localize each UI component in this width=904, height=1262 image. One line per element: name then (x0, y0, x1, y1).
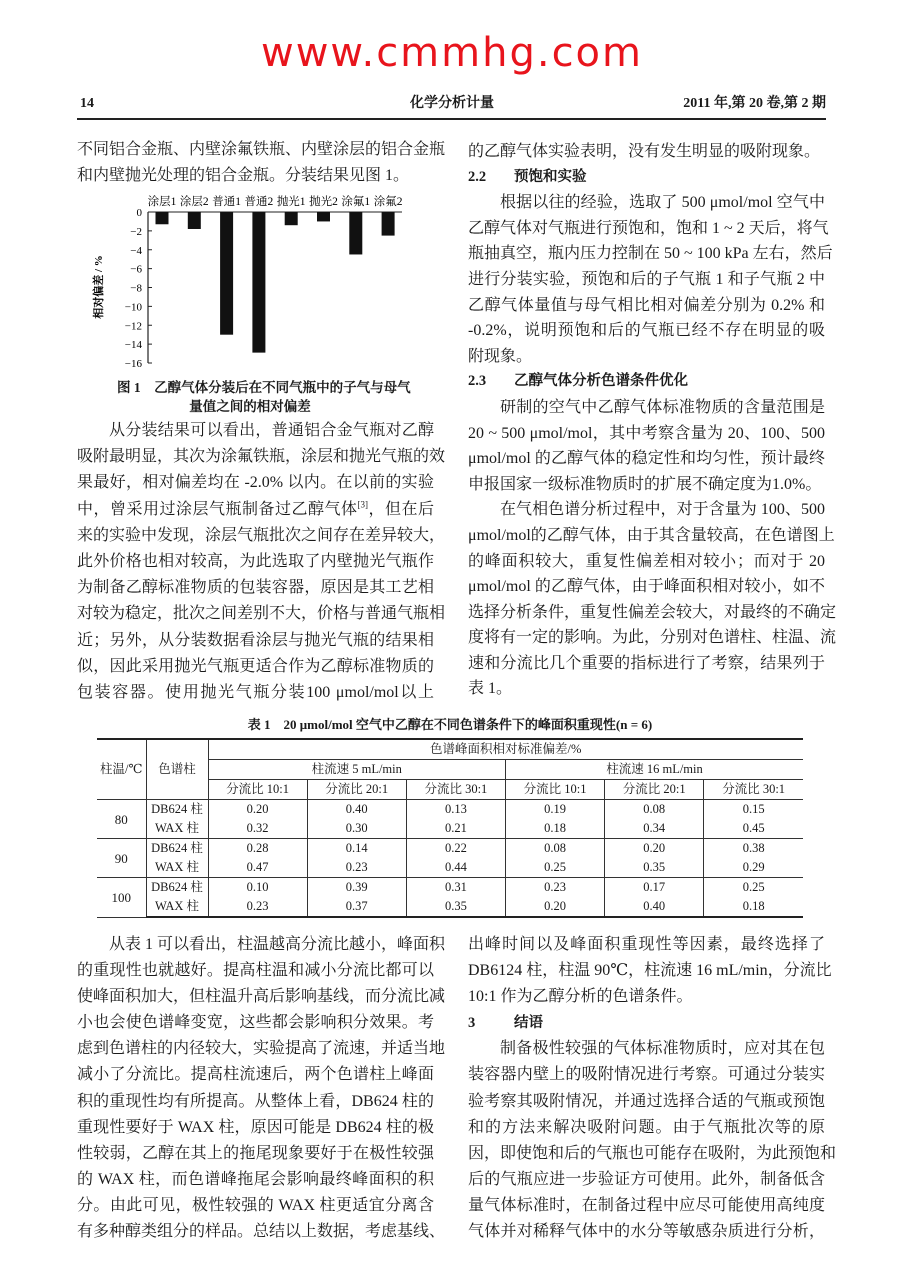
text-line: 减小了分流比。提高柱流速后，两个色谱柱上峰面 (77, 1066, 434, 1084)
figure-caption-line2: 量值之间的相对偏差 (189, 399, 311, 414)
text-line: 重现性要好于 WAX 柱，原因可能是 DB624 柱的极 (77, 1118, 434, 1136)
header-split-ratio: 分流比 10:1 (208, 780, 307, 800)
text-line: 20 ~ 500 μmol/mol，其中考察含量为 20、100、500 (468, 424, 825, 442)
journal-title: 化学分析计量 (410, 96, 494, 111)
header-split-ratio: 分流比 20:1 (605, 780, 704, 800)
table-row (97, 858, 803, 878)
category-label: 抛光1 (276, 196, 306, 208)
right-top-text (468, 139, 837, 702)
text-line: 吸附最明显，其次为涂氟铁瓶，涂层和抛光气瓶的效 (77, 448, 446, 466)
text-line: 来的实验中发现，涂层气瓶批次之间存在差异较大， (77, 526, 446, 544)
text-line: 因，即使饱和后的气瓶也可能存在吸附，为此预饱和 (468, 1144, 837, 1162)
text-line: 乙醇气体对气瓶进行预饱和，饱和 1 ~ 2 天后，将气 (468, 219, 829, 237)
text-line: 气体并对稀释气体中的水分等敏感杂质进行分析， (468, 1223, 825, 1241)
section-title: 乙醇气体分析色谱条件优化 (514, 373, 688, 390)
text-line: 的重现性也就越好。提高柱温和减小分流比都可以 (77, 962, 434, 980)
text-line: -0.2%，说明预饱和后的气瓶已经不存在明显的吸 (468, 322, 825, 340)
cell-value: 0.10 (208, 878, 307, 898)
cell-value: 0.39 (307, 878, 406, 898)
y-tick-label: −4 (130, 244, 142, 257)
section-heading (468, 1010, 825, 1036)
bar (220, 212, 233, 335)
left-bottom-text (77, 932, 446, 1245)
text-line: 速和分流比几个重要的指标进行了考察，结果列于 (468, 654, 825, 672)
text-line: 进行分装实验，预饱和后的子气瓶 1 和子气瓶 2 中 (468, 270, 825, 288)
watermark: www.cmmhg.com (261, 30, 643, 76)
text-line: 在气相色谱分析过程中，对于含量为 100、500 (500, 501, 825, 519)
cell-value: 0.45 (704, 819, 803, 839)
section-heading (468, 165, 825, 191)
text-line: 和的方法来解决吸附问题。由于气瓶批次等的原 (468, 1118, 825, 1136)
section-number: 3 (468, 1015, 476, 1032)
text-line: 从表 1 可以看出，柱温越高分流比越小，峰面积 (109, 936, 446, 953)
issue-info: 2011 年,第 20 卷,第 2 期 (683, 96, 826, 111)
cell-value: 0.13 (406, 800, 505, 820)
text-line: 虑到色谱柱的内径较大，实验提高了流速，并适当地 (77, 1040, 446, 1058)
category-label: 普通2 (244, 196, 274, 208)
category-label: 涂层1 (147, 196, 177, 208)
cell-value: 0.18 (505, 819, 604, 839)
category-label: 涂氟1 (341, 196, 371, 208)
bar (382, 212, 395, 236)
cell-column: WAX 柱 (146, 858, 208, 878)
header-flow-5: 柱流速 5 mL/min (208, 760, 505, 780)
right-bottom-text (468, 932, 837, 1245)
cell-value: 0.44 (406, 858, 505, 878)
text-line: 和内壁抛光处理的铝合金瓶。分装结果见图 1。 (77, 166, 410, 184)
table-row (97, 819, 803, 839)
text-line: 表 1。 (468, 680, 513, 698)
cell-value: 0.15 (704, 800, 803, 820)
text-line: 中，曾采用过涂层气瓶制备过乙醇气体[3]，但在后 (77, 499, 434, 518)
text-line: μmol/mol 的乙醇气体的稳定性和均匀性，预计最终 (468, 450, 825, 468)
text-line: 包装容器。使用抛光气瓶分装100 μmol/mol以上 (77, 683, 434, 701)
text-line: μmol/mol 的乙醇气体，由于峰面积相对较小，如不 (468, 578, 825, 596)
cell-temperature: 100 (97, 878, 146, 918)
table-1-title: 表 1 20 μmol/mol 空气中乙醇在不同色谱条件下的峰面积重现性(n = 6) (247, 717, 653, 732)
y-tick-label: −2 (130, 225, 142, 238)
text-line: 研制的空气中乙醇气体标准物质的含量范围是 (500, 398, 825, 416)
cell-value: 0.35 (406, 897, 505, 917)
cell-value: 0.29 (704, 858, 803, 878)
cell-column: DB624 柱 (146, 839, 208, 859)
text-line: 瓶抽真空，瓶内压力控制在 50 ~ 100 kPa 左右，然后 (468, 245, 833, 263)
left-middle-text (77, 418, 446, 706)
y-tick-label: −6 (130, 263, 142, 276)
cell-temperature: 90 (97, 839, 146, 878)
cell-value: 0.21 (406, 819, 505, 839)
text-line: 后的气瓶应进一步验证方可使用。此外，制备低含 (468, 1170, 825, 1188)
cell-value: 0.20 (605, 839, 704, 859)
table-row (97, 878, 803, 898)
cell-column: DB624 柱 (146, 800, 208, 820)
figure-caption-line1: 图 1 乙醇气体分装后在不同气瓶中的子气与母气 (117, 380, 411, 395)
text-line: 小也会使色谱峰变宽，这些都会影响积分效果。考 (77, 1014, 434, 1032)
page-number: 14 (80, 96, 94, 111)
text-line: μmol/mol的乙醇气体，由于其含量较高，在色谱图上 (468, 526, 835, 544)
text-line: 根据以往的经验，选取了 500 μmol/mol 空气中 (500, 194, 825, 212)
cell-value: 0.28 (208, 839, 307, 859)
category-label: 涂氟2 (373, 196, 403, 208)
cell-value: 0.34 (605, 819, 704, 839)
cell-temperature: 80 (97, 800, 146, 839)
cell-value: 0.40 (605, 897, 704, 917)
text-line: 为制备乙醇标准物质的包装容器，原因是其工艺相 (77, 579, 434, 597)
header-rule (77, 118, 826, 120)
bar (156, 212, 169, 224)
text-line: 的 WAX 柱，而色谱峰拖尾会影响最终峰面积的积 (77, 1170, 434, 1188)
header-flow-16: 柱流速 16 mL/min (505, 760, 803, 780)
y-tick-label: −10 (124, 301, 142, 314)
text-line: 对较为稳定，批次之间差别不大，价格与普通气瓶相 (77, 605, 446, 623)
text-line: 制备极性较强的气体标准物质时，应对其在包 (500, 1040, 825, 1058)
cell-value: 0.31 (406, 878, 505, 898)
text-line: 量气体标准时，在制备过程中应尽可能使用高纯度 (468, 1196, 825, 1214)
text-line: 有多种醇类组分的样品。总结以上数据，考虑基线、 (77, 1223, 446, 1241)
cell-value: 0.37 (307, 897, 406, 917)
text-line: 使峰面积加大，但柱温升高后影响基线，而分流比减 (77, 988, 446, 1006)
cell-value: 0.08 (505, 839, 604, 859)
category-label: 抛光2 (309, 196, 338, 208)
text-line: 的乙醇气体实验表明，没有发生明显的吸附现象。 (468, 143, 821, 160)
header-split-ratio: 分流比 30:1 (406, 780, 505, 800)
bar (188, 212, 201, 229)
cell-value: 0.30 (307, 819, 406, 839)
bar (252, 212, 265, 353)
text-line: 附现象。 (468, 347, 533, 365)
y-axis-label: 相对偏差 / % (93, 255, 105, 319)
table-row (97, 839, 803, 859)
cell-value: 0.25 (505, 858, 604, 878)
y-tick-label: −16 (124, 358, 142, 370)
cell-column: DB624 柱 (146, 878, 208, 898)
table-row (97, 897, 803, 917)
text-line: 乙醇气体量值与母气相比相对偏差分别为 0.2% 和 (468, 296, 825, 314)
header-temperature: 柱温/℃ (97, 739, 146, 800)
text-line: 申报国家一级标准物质时的扩展不确定度为1.0%。 (468, 475, 822, 493)
header-column: 色谱柱 (146, 739, 208, 800)
cell-value: 0.38 (704, 839, 803, 859)
text-line: 装容器内壁上的吸附情况进行考察。可通过分装实 (468, 1066, 825, 1084)
header-rsd: 色谱峰面积相对标准偏差/% (208, 739, 803, 760)
text-line: 性较弱，乙醇在其上的拖尾现象要好于在极性较强 (77, 1144, 434, 1162)
cell-value: 0.35 (605, 858, 704, 878)
table-row (97, 800, 803, 820)
section-number: 2.3 (468, 373, 487, 390)
section-title: 结语 (514, 1015, 543, 1032)
y-tick-label: −12 (124, 320, 142, 333)
header-split-ratio: 分流比 20:1 (307, 780, 406, 800)
cell-column: WAX 柱 (146, 819, 208, 839)
cell-value: 0.47 (208, 858, 307, 878)
cell-value: 0.32 (208, 819, 307, 839)
cell-value: 0.40 (307, 800, 406, 820)
cell-value: 0.18 (704, 897, 803, 917)
text-line: 验考察其吸附情况，并通过选择合适的气瓶或预饱 (468, 1092, 825, 1110)
cell-value: 0.23 (208, 897, 307, 917)
section-title: 预饱和实验 (514, 168, 587, 185)
left-top-text (77, 137, 446, 188)
text-line: 不同铝合金瓶、内壁涂氟铁瓶、内壁涂层的铝合金瓶 (77, 141, 446, 158)
cell-value: 0.19 (505, 800, 604, 820)
figure-1-bar-chart (80, 190, 420, 375)
cell-value: 0.08 (605, 800, 704, 820)
category-label: 普通1 (212, 196, 241, 208)
cell-value: 0.23 (307, 858, 406, 878)
table-1 (97, 738, 803, 918)
cell-value: 0.14 (307, 839, 406, 859)
text-line: 度将有一定的影响。为此，分别对色谱柱、柱温、流 (468, 629, 837, 647)
text-line: 此外价格也相对较高，为此选取了内壁抛光气瓶作 (77, 552, 434, 570)
cell-value: 0.17 (605, 878, 704, 898)
cell-value: 0.22 (406, 839, 505, 859)
bar (349, 212, 362, 254)
header-split-ratio: 分流比 10:1 (505, 780, 604, 800)
cell-column: WAX 柱 (146, 897, 208, 917)
text-line: 出峰时间以及峰面积重现性等因素，最终选择了 (468, 936, 825, 953)
text-line: 果最好，相对偏差均在 -2.0% 以内。在以前的实验 (77, 474, 434, 492)
y-tick-label: −14 (124, 339, 142, 352)
text-line: 的峰面积较大，重复性偏差相对较小；而对于 20 (468, 552, 825, 570)
text-line: 10:1 作为乙醇分析的色谱条件。 (468, 988, 693, 1006)
text-line: 分。由此可见，极性较强的 WAX 柱更适宜分离含 (77, 1196, 434, 1214)
section-number: 2.2 (468, 168, 487, 185)
cell-value: 0.23 (505, 878, 604, 898)
cell-value: 0.20 (208, 800, 307, 820)
text-line: DB6124 柱，柱温 90℃，柱流速 16 mL/min，分流比 (468, 962, 832, 980)
cell-value: 0.25 (704, 878, 803, 898)
cell-value: 0.20 (505, 897, 604, 917)
category-label: 涂层2 (179, 196, 209, 208)
text-line: 近；另外，从分装数据看涂层与抛光气瓶的结果相 (77, 631, 434, 649)
bar (285, 212, 298, 225)
citation-ref[interactable]: [3] (357, 499, 368, 510)
text-line: 从分装结果可以看出，普通铝合金气瓶对乙醇 (109, 422, 434, 439)
text-line: 似，因此采用抛光气瓶更适合作为乙醇标准物质的 (77, 657, 434, 675)
section-heading (468, 369, 825, 395)
y-tick-label: 0 (136, 207, 142, 219)
bar (317, 212, 330, 221)
text-line: 选择分析条件，重复性偏差会较大，对最终的不确定 (468, 603, 837, 621)
header-split-ratio: 分流比 30:1 (704, 780, 803, 800)
text-line: 积的重现性均有所提高。从整体上看，DB624 柱的 (77, 1092, 434, 1110)
y-tick-label: −8 (130, 282, 142, 295)
